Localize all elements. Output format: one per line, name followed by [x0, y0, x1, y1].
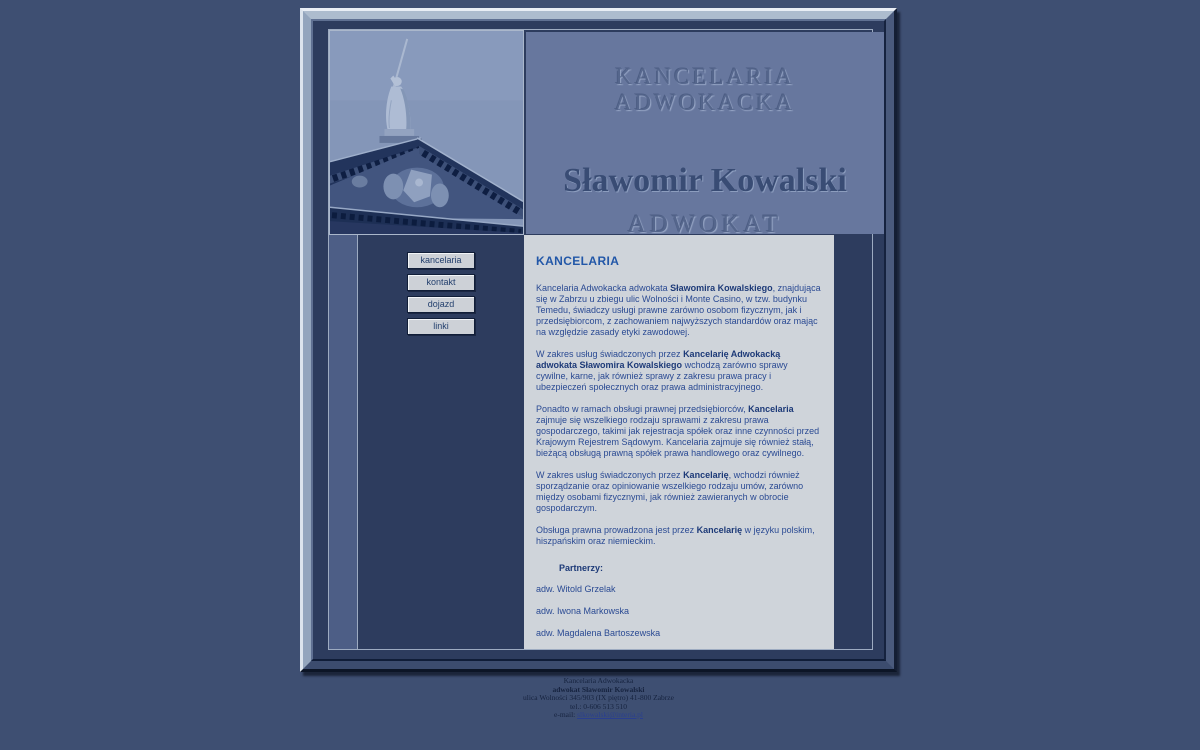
frame-lip: [311, 19, 886, 661]
main-frame: [300, 8, 897, 672]
footer-email-line: [300, 711, 897, 720]
bold-text: Kancelarię: [683, 470, 729, 480]
left-strip: [329, 235, 358, 649]
footer-address: ulica Wolności 345/903 (IX piętro) 41-800 Zabrze: [523, 693, 674, 702]
site-subtitle: ADWOKAT: [627, 211, 783, 234]
sidebar-item-dojazd[interactable]: dojazd: [407, 296, 475, 313]
courthouse-photo: [329, 30, 524, 235]
header-band: [526, 32, 884, 234]
bold-text: Kancelarię Adwokacką adwokata Sławomira Kowalskiego: [536, 349, 781, 370]
inner-panel: [328, 29, 873, 650]
page-heading: KANCELARIA: [536, 254, 620, 268]
partners-heading: Partnerzy:: [559, 563, 604, 573]
text-run: Kancelaria Adwokacka adwokata: [536, 283, 671, 293]
sidebar-item-kontakt[interactable]: kontakt: [407, 274, 475, 291]
bold-text: Sławomira Kowalskiego: [670, 283, 773, 293]
partner-item: adw. Witold Grzelak: [536, 584, 616, 594]
site-title: KANCELARIA ADWOKACKA: [614, 64, 796, 115]
lawyer-name: Sławomir Kowalski: [563, 162, 847, 199]
partner-item: adw. Iwona Markowska: [536, 606, 630, 616]
bold-text: Kancelaria: [748, 404, 794, 414]
sidebar-item-kancelaria[interactable]: kancelaria: [407, 252, 475, 269]
footer: [300, 677, 897, 720]
email-link[interactable]: slkowalski@interia.pl: [577, 710, 643, 719]
text-run: Obsługa prawna prowadzona jest przez: [536, 525, 697, 535]
text-run: W zakres usług świadczonych przez: [536, 470, 684, 480]
paragraph-5: [536, 525, 821, 547]
courthouse-statue-illustration: [330, 31, 523, 234]
email-label: e-mail:: [554, 710, 578, 719]
text-run: , znajdująca się w Zabrzu u zbiegu ulic Wolności i Monte Casino, w tzw. budynku Temedu, świadczy usługi prawne zarówno osobom fizycznym, jak i przedsiębiorcom, z zachowaniem najwyższych standardów oraz mając na względzie zasady etyki zawodowej.: [536, 283, 821, 337]
bold-text: Kancelarię: [696, 525, 743, 535]
text-run: w języku polskim, hiszpańskim oraz niemieckim.: [536, 525, 815, 546]
text-run: zajmuje się wszelkiego rodzaju sprawami z zakresu prawa gospodarczego, takimi jak rejestracja spółek oraz inne czynności przed Krajowym Rejestrem Sądowym. Kancelaria zajmuje się również stałą, bieżącą obsługą prawną spółek prawa handlowego oraz cywilnego.: [536, 415, 820, 458]
paragraph-3: [536, 404, 821, 459]
paragraph-4: [536, 470, 821, 514]
footer-lawyer-name: adwokat Sławomir Kowalski: [552, 684, 645, 694]
partner-item: adw. Magdalena Bartoszewska: [536, 628, 661, 638]
paragraph-2: [536, 349, 821, 393]
sidebar-nav: [358, 235, 524, 649]
sidebar-item-linki[interactable]: linki: [407, 318, 475, 335]
text-run: wchodzą zarówno sprawy cywilne, karne, jak również sprawy z zakresu prawa pracy i ubezpieczeń społecznych oraz prawa administracyjnego.: [536, 360, 788, 392]
content-area: [524, 235, 834, 649]
paragraph-1: [536, 283, 821, 338]
footer-office-name: Kancelaria Adwokacka: [563, 676, 634, 685]
text-run: W zakres usług świadczonych przez: [536, 349, 684, 359]
footer-phone: tel.: 0-606 513 510: [569, 701, 628, 711]
text-run: , wchodzi również sporządzanie oraz opiniowanie wszelkiego rodzaju umów, zarówno między osobami fizycznymi, jak również zawieranych w obrocie gospodarczym.: [536, 470, 804, 513]
frame-bevel: [303, 11, 894, 669]
text-run: Ponadto w ramach obsługi prawnej przedsiębiorców,: [536, 404, 749, 414]
